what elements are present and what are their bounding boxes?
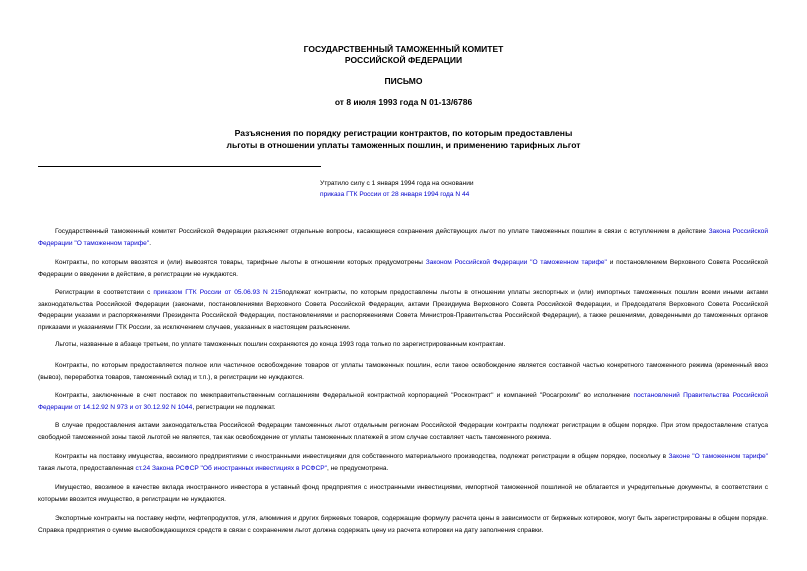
foreign-investment-law-link[interactable]: ст.24 Закона РСФСР "Об иностранных инвестициях в РСФСР" (135, 464, 327, 472)
law-customs-tariff-link[interactable]: Закона Российской Федерации "О таможенном тарифе" (38, 228, 768, 247)
issuer-line-1: ГОСУДАРСТВЕННЫЙ ТАМОЖЕННЫЙ КОМИТЕТ (303, 44, 504, 54)
paragraph-8: Контракты на поставку имущества, ввозимого предприятиями с иностранными инвестициями для собственного материального производства, подлежат регистрации в общем порядке, поскольку в Законе "О таможенном тарифе" такая льгота, предоставленная ст.24 Закона РСФСР "Об иностранных инвестициях в РСФСР", не предусмотрена. (38, 453, 768, 472)
paragraph-2: Контракты, по которым ввозятся и (или) вывозятся товары, тарифные льготы в отношении которых предусмотрены Законом Российской Федерации "О таможенном тарифе" и постановлением Верховного Совета Российской Федерации о введении в действие, в регистрации не нуждаются. (38, 259, 768, 278)
paragraph-10: Экспортные контракты на поставку нефти, нефтепродуктов, угля, алюминия и других биржевых товаров, содержащие формулу расчета цены в зависимости от биржевых котировок, могут быть зарегистрированы в общем порядке. Справка предприятия о сумме высвобождающихся средств в связи с сохранением льгот должна содержать цену из расчета котировки на дату заполнения справки. (38, 515, 768, 534)
paragraph-1: Государственный таможенный комитет Российской Федерации разъясняет отдельные вопросы, касающиеся сохранения действующих льгот по уплате таможенных пошлин в связи с вступлением в действие Закона Российской Федерации "О таможенном тарифе". (38, 228, 768, 247)
order-215-link[interactable]: приказом ГТК России от 05.06.93 N 215 (153, 289, 282, 296)
paragraph-5: Контракты, по которым предоставляется полное или частичное освобождение товаров от уплаты таможенных пошлин, если такое освобождение является составной частью конкретного таможенного режима (временный ввоз (вывоз), переработка товаров, таможенный склад и т.п.), в регистрации не нуждаются. (38, 362, 768, 381)
status-note-link[interactable]: приказа ГТК России от 28 января 1994 года N 44 (320, 191, 470, 198)
paragraph-3: Регистрации в соответствии с приказом ГТК России от 05.06.93 N 215подлежат контракты, по которым предоставлены льготы в отношении уплаты экспортных и (или) импортных таможенных пошлин всеми иными актами законодательства Российской Федерации (законами, постановлениями Верховного Совета Российской Федерации, актами Президиума Верховного Совета Российской Федерации, и Председателя Верховного Совета Российской Федерации указами и распоряжениями Президента Российской Федерации, постановлениями и распоряжениями Совета Министров-Правительства Российской Федерации), а также решениями, доведенными до таможенных органов приказами и указаниями ГТК России, за исключением случаев, указанных в настоящем разъяснении. (38, 289, 768, 331)
government-resolutions-link[interactable]: постановлений Правительства Российской Федерации от 14.12.92 N 973 и от 30.12.92 N 1044 (38, 392, 769, 411)
paragraph-9: Имущество, ввозимое в качестве вклада иностранного инвестора в уставный фонд предприятия с иностранными инвестициями, импортной таможенной пошлиной не облагается и учредительные документы, в соответствии с которыми ввозится имущество, в регистрации не нуждаются. (38, 484, 768, 503)
law-customs-tariff-link-2[interactable]: Законом Российской Федерации "О таможенном тарифе" (425, 259, 607, 266)
paragraph-6: Контракты, заключенные в счет поставок по межправительственным соглашениям Федеральной контрактной корпорацией "Росконтракт" и компанией "Росагрохим" во исполнение постановлений Правительства Российской Федерации от 14.12.92 N 973 и от 30.12.92 N 1044, регистрации не подлежат. (38, 392, 769, 411)
paragraph-7: В случае предоставления актами законодательства Российской Федерации таможенных льгот отдельным регионам Российской Федерации контракты подлежат регистрации в общем порядке. При этом предоставление статуса свободной таможенной зоны такой льготой не является, так как освобождение от уплаты таможенных платежей в этом случае составляет часть таможенного режима. (38, 422, 768, 441)
document-title-line-2: льготы в отношении уплаты таможенных пошлин, и применению тарифных льгот (226, 140, 581, 150)
document-date-number: от 8 июля 1993 года N 01-13/6786 (334, 97, 473, 107)
document-type: ПИСЬМО (384, 76, 423, 86)
customs-tariff-law-link[interactable]: Законе "О таможенном тарифе" (668, 453, 768, 460)
status-note: Утратило силу с 1 января 1994 года на основании (320, 180, 474, 187)
divider (38, 166, 321, 167)
issuer-line-2: РОССИЙСКОЙ ФЕДЕРАЦИИ (344, 55, 463, 65)
document-title-line-1: Разъяснения по порядку регистрации контрактов, по которым предоставлены (234, 128, 573, 138)
paragraph-4: Льготы, названные в абзаце третьем, по уплате таможенных пошлин сохраняются до конца 1993 года только по зарегистрированным контрактам. (55, 341, 506, 348)
